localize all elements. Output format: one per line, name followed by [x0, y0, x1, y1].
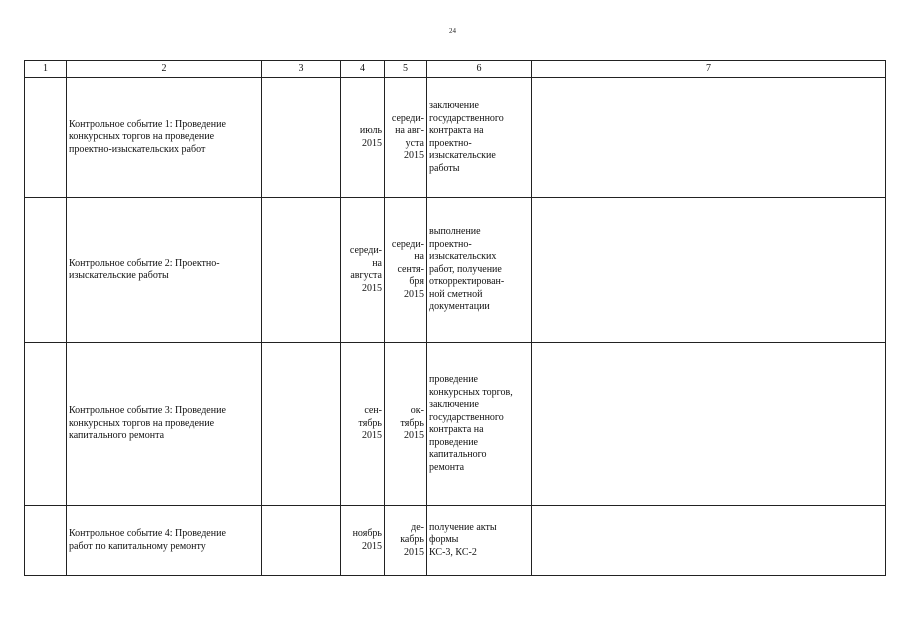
cell-start-date: июль 2015 — [341, 78, 385, 198]
cell-start-date: сен- тябрь 2015 — [341, 343, 385, 506]
cell-col7 — [532, 198, 886, 343]
cell-event-name: Контрольное событие 2: Проектно- изыскательские работы — [67, 198, 262, 343]
cell-result: получение акты формы КС-3, КС-2 — [427, 506, 532, 576]
cell-event-name: Контрольное событие 4: Проведение работ по капитальному ремонту — [67, 506, 262, 576]
header-col-3: 3 — [262, 61, 341, 78]
header-col-4: 4 — [341, 61, 385, 78]
table-header-row — [25, 61, 886, 78]
cell-end-date: ок- тябрь 2015 — [385, 343, 427, 506]
cell-start-date: ноябрь 2015 — [341, 506, 385, 576]
page-number: 24 — [449, 27, 456, 35]
cell-event-name: Контрольное событие 1: Проведение конкурсных торгов на проведение проектно-изыскательских работ — [67, 78, 262, 198]
cell-number — [25, 198, 67, 343]
table-row — [25, 78, 886, 198]
table-row — [25, 506, 886, 576]
cell-number — [25, 78, 67, 198]
cell-number — [25, 343, 67, 506]
cell-number — [25, 506, 67, 576]
cell-end-date: середи- на сентя- бря 2015 — [385, 198, 427, 343]
cell-col3 — [262, 198, 341, 343]
cell-result: выполнение проектно- изыскательских работ, получение откорректирован- ной сметной документации — [427, 198, 532, 343]
cell-result: проведение конкурсных торгов, заключение государственного контракта на проведение капитального ремонта — [427, 343, 532, 506]
cell-col3 — [262, 78, 341, 198]
cell-col7 — [532, 506, 886, 576]
cell-col3 — [262, 343, 341, 506]
cell-start-date: середи- на августа 2015 — [341, 198, 385, 343]
table-row — [25, 343, 886, 506]
header-col-7: 7 — [532, 61, 886, 78]
header-col-2: 2 — [67, 61, 262, 78]
cell-col3 — [262, 506, 341, 576]
header-col-6: 6 — [427, 61, 532, 78]
header-col-1: 1 — [25, 61, 67, 78]
cell-end-date: середи- на авг- уста 2015 — [385, 78, 427, 198]
control-events-table — [24, 60, 886, 576]
cell-col7 — [532, 78, 886, 198]
cell-result: заключение государственного контракта на проектно- изыскательские работы — [427, 78, 532, 198]
cell-col7 — [532, 343, 886, 506]
cell-end-date: де- кабрь 2015 — [385, 506, 427, 576]
cell-event-name: Контрольное событие 3: Проведение конкурсных торгов на проведение капитального ремонта — [67, 343, 262, 506]
header-col-5: 5 — [385, 61, 427, 78]
table-row — [25, 198, 886, 343]
